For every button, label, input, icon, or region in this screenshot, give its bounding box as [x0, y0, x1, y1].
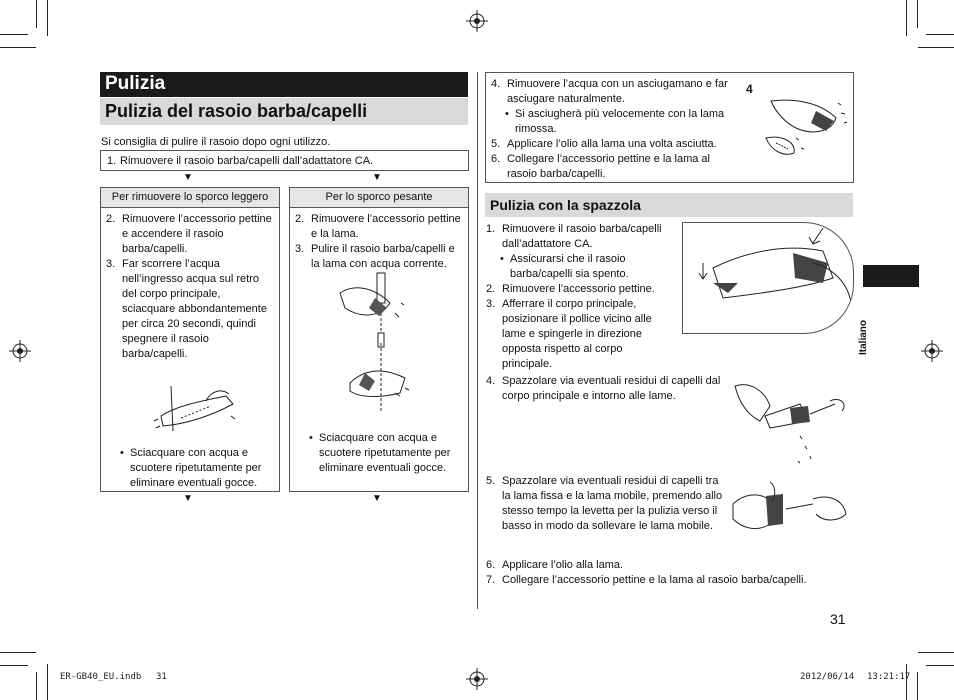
- list-item: 5. Applicare l’olio alla lama una volta asciutta.: [491, 138, 717, 150]
- arrow-down: ▼: [183, 172, 193, 183]
- list-item: 2. Rimuovere l’accessorio pettine.: [486, 283, 655, 295]
- drying-illustration: [756, 93, 851, 163]
- footer-file: ER-GB40_EU.indb: [60, 672, 142, 682]
- footer-date: 2012/06/14: [800, 672, 855, 682]
- brush-bullet: • Assicurarsi che il rasoio barba/capelli sia spento.: [486, 252, 690, 282]
- intro-text: Si consiglia di pulire il rasoio dopo ogni utilizzo.: [101, 136, 331, 148]
- registration-mark-right: [921, 340, 943, 362]
- section-title: Pulizia: [100, 72, 468, 97]
- list-item: 2. Rimuovere l’accessorio pettine e la lama.: [295, 213, 461, 240]
- drying-box: [485, 72, 854, 183]
- arrow-down: ▼: [372, 172, 382, 183]
- registration-mark-bottom: [466, 668, 488, 690]
- step-number: 1.: [107, 155, 117, 167]
- language-label: Italiano: [858, 319, 869, 355]
- blade-removal-figure: [682, 222, 854, 334]
- list-item: 6. Applicare l’olio alla lama.: [486, 559, 624, 571]
- list-item: 1. Rimuovere il rasoio barba/capelli dall’adattatore CA.: [486, 223, 662, 250]
- arrow-down: ▼: [183, 493, 193, 504]
- blade-removal-illustration: [683, 223, 853, 333]
- brushing-body-illustration: [730, 376, 850, 471]
- list-item: 5. Spazzolare via eventuali residui di capelli tra la lama fissa e la lama mobile, premendo allo stesso tempo la levetta per la pulizia verso il basso in modo da sollevare le lama mobile.: [486, 475, 723, 532]
- brushing-blade-illustration: [728, 474, 850, 544]
- step-text: Rimuovere il rasoio barba/capelli dall’adattatore CA.: [120, 155, 374, 167]
- heavy-dirt-header: Per lo sporco pesante: [290, 188, 468, 208]
- page-number: 31: [830, 611, 846, 627]
- heavy-dirt-box: [289, 187, 469, 492]
- list-item: 3. Pulire il rasoio barba/capelli e la lama con acqua corrente.: [295, 243, 455, 270]
- arrow-down: ▼: [372, 493, 382, 504]
- light-dirt-header: Per rimuovere lo sporco leggero: [101, 188, 279, 208]
- language-tab: [863, 265, 919, 287]
- list-item: 4. Rimuovere l’acqua con un asciugamano e far asciugare naturalmente.: [491, 78, 728, 105]
- list-item: 4. Spazzolare via eventuali residui di capelli dal corpo principale e intorno alle lame.: [486, 375, 721, 402]
- heavy-bullet: • Sciacquare con acqua e scuotere ripetutamente per eliminare eventuali gocce.: [295, 431, 479, 476]
- light-bullet: • Sciacquare con acqua e scuotere ripetutamente per eliminare eventuali gocce.: [106, 446, 290, 491]
- list-item: 7. Collegare l’accessorio pettine e la lama al rasoio barba/capelli.: [486, 574, 807, 586]
- list-item: 6. Collegare l’accessorio pettine e la lama al rasoio barba/capelli.: [491, 153, 710, 180]
- registration-mark-top: [466, 10, 488, 32]
- brush-title: Pulizia con la spazzola: [485, 193, 853, 217]
- running-water-illustration: [335, 273, 425, 418]
- list-item: 3. Far scorrere l’acqua nell’ingresso acqua sul retro del corpo principale, sciacquare abbondantemente per circa 20 secondi, quindi spegnere il rasoio barba/capelli.: [106, 258, 267, 360]
- registration-mark-left: [9, 340, 31, 362]
- footer-page: 31: [156, 672, 167, 682]
- list-item: 2. Rimuovere l’accessorio pettine e accendere il rasoio barba/capelli.: [106, 213, 272, 255]
- light-dirt-box: [100, 187, 280, 492]
- footer-time: 13:21:17: [867, 672, 911, 682]
- subsection-title: Pulizia del rasoio barba/capelli: [100, 98, 468, 125]
- figure-label: 4: [746, 82, 753, 96]
- rinse-illustration: [151, 376, 241, 441]
- column-divider: [477, 72, 478, 609]
- step1-box: [100, 150, 469, 171]
- drying-bullet: • Si asciugherà più velocemente con la lama rimossa.: [491, 107, 755, 137]
- list-item: 3. Afferrare il corpo principale, posizionare il pollice vicino alle lame e spingerle in direzione opposta rispetto al corpo principale.: [486, 298, 652, 370]
